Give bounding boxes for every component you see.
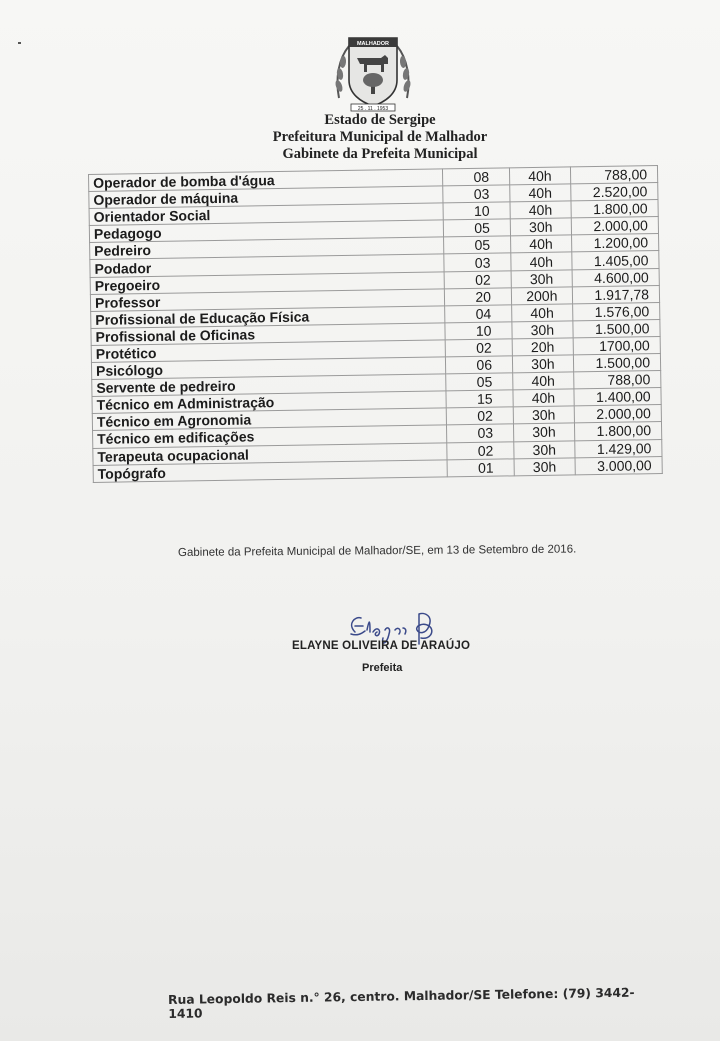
cargo-cell: Professor [90, 289, 445, 312]
quantity-cell: 02 [447, 441, 514, 459]
quantity-cell: 05 [444, 236, 511, 254]
cargo-cell: Orientador Social [89, 203, 444, 226]
salary-cell: 1.500,00 [573, 354, 661, 372]
salary-cell: 1700,00 [573, 336, 661, 354]
workload-cell: 40h [513, 389, 574, 407]
salary-cell: 1.800,00 [571, 200, 659, 218]
workload-cell: 40h [511, 252, 572, 270]
salary-cell: 2.520,00 [570, 183, 658, 201]
quantity-cell: 03 [447, 424, 514, 442]
workload-cell: 30h [514, 440, 575, 458]
scan-speck [18, 42, 21, 44]
quantity-cell: 03 [444, 253, 511, 271]
cargo-cell: Técnico em Administração [92, 391, 447, 414]
workload-cell: 40h [510, 201, 571, 219]
header-gabinete: Gabinete da Prefeita Municipal [282, 146, 478, 162]
salary-cell: 1.405,00 [571, 251, 659, 269]
cargo-cell: Pedagogo [89, 220, 444, 243]
salary-cell: 1.500,00 [573, 319, 661, 337]
workload-cell: 30h [510, 218, 571, 236]
salary-cell: 1.917,78 [572, 285, 660, 303]
salary-cell: 1.800,00 [574, 422, 662, 440]
workload-cell: 40h [510, 167, 571, 185]
cargos-table [88, 165, 663, 483]
salary-cell: 1.400,00 [574, 388, 662, 406]
quantity-cell: 04 [445, 305, 512, 323]
salary-cell: 1.429,00 [574, 439, 662, 457]
quantity-cell: 05 [444, 219, 511, 237]
salary-cell: 2.000,00 [574, 405, 662, 423]
workload-cell: 30h [514, 423, 575, 441]
cargo-cell: Pregoeiro [90, 271, 445, 294]
cargo-cell: Técnico em edificações [93, 425, 448, 448]
cargo-cell: Servente de pedreiro [92, 374, 447, 397]
quantity-cell: 08 [443, 168, 510, 186]
municipal-crest-icon [333, 28, 413, 112]
cargo-cell: Profissional de Oficinas [91, 323, 446, 346]
salary-cell: 1.200,00 [571, 234, 659, 252]
cargo-cell: Topógrafo [93, 459, 448, 482]
quantity-cell: 06 [446, 356, 513, 374]
cargo-cell: Operador de bomba d'água [89, 169, 444, 192]
workload-cell: 30h [514, 457, 575, 475]
header-prefeitura: Prefeitura Municipal de Malhador [272, 129, 488, 145]
cargo-cell: Podador [90, 254, 445, 277]
footer-address: Rua Leopoldo Reis n.° 26, centro. Malhador/SE Telefone: (79) 3442-1410 [168, 985, 635, 1021]
salary-cell: 2.000,00 [571, 217, 659, 235]
quantity-cell: 05 [446, 373, 513, 391]
quantity-cell: 01 [447, 458, 514, 476]
cargo-cell: Profissional de Educação Física [91, 306, 446, 329]
signer-name: ELAYNE OLIVEIRA DE ARAÚJO [292, 640, 471, 652]
cargo-cell: Protético [91, 340, 446, 363]
workload-cell: 20h [512, 338, 573, 356]
cargo-cell: Técnico em Agronomia [92, 408, 447, 431]
quantity-cell: 02 [445, 339, 512, 357]
signature-text: Elayne B [345, 610, 350, 611]
cargo-cell: Operador de máquina [89, 186, 444, 209]
salary-cell: 4.600,00 [572, 268, 660, 286]
workload-cell: 30h [512, 321, 573, 339]
quantity-cell: 10 [443, 202, 510, 220]
dateline: Gabinete da Prefeita Municipal de Malhador/SE, em 13 de Setembro de 2016. [177, 543, 577, 559]
workload-cell: 40h [513, 372, 574, 390]
workload-cell: 30h [512, 355, 573, 373]
quantity-cell: 10 [445, 322, 512, 340]
crest-date-text: 25 . 11 . 1953 [357, 105, 389, 112]
salary-cell: 1.576,00 [572, 302, 660, 320]
workload-cell: 200h [511, 287, 572, 305]
workload-cell: 30h [511, 269, 572, 287]
workload-cell: 40h [511, 235, 572, 253]
cargo-cell: Terapeuta ocupacional [93, 442, 448, 465]
quantity-cell: 15 [446, 390, 513, 408]
quantity-cell: 03 [443, 185, 510, 203]
workload-cell: 40h [512, 304, 573, 322]
signer-role: Prefeita [362, 662, 403, 674]
quantity-cell: 02 [444, 270, 511, 288]
salary-cell: 3.000,00 [575, 456, 663, 474]
crest-banner-text: MALHADOR [356, 41, 390, 47]
salary-cell: 788,00 [570, 166, 658, 184]
header-state: Estado de Sergipe [324, 112, 436, 128]
cargo-cell: Pedreiro [90, 237, 445, 260]
workload-cell: 30h [513, 406, 574, 424]
quantity-cell: 20 [445, 288, 512, 306]
cargo-cell: Psicólogo [91, 357, 446, 380]
salary-cell: 788,00 [573, 371, 661, 389]
workload-cell: 40h [510, 184, 571, 202]
quantity-cell: 02 [447, 407, 514, 425]
